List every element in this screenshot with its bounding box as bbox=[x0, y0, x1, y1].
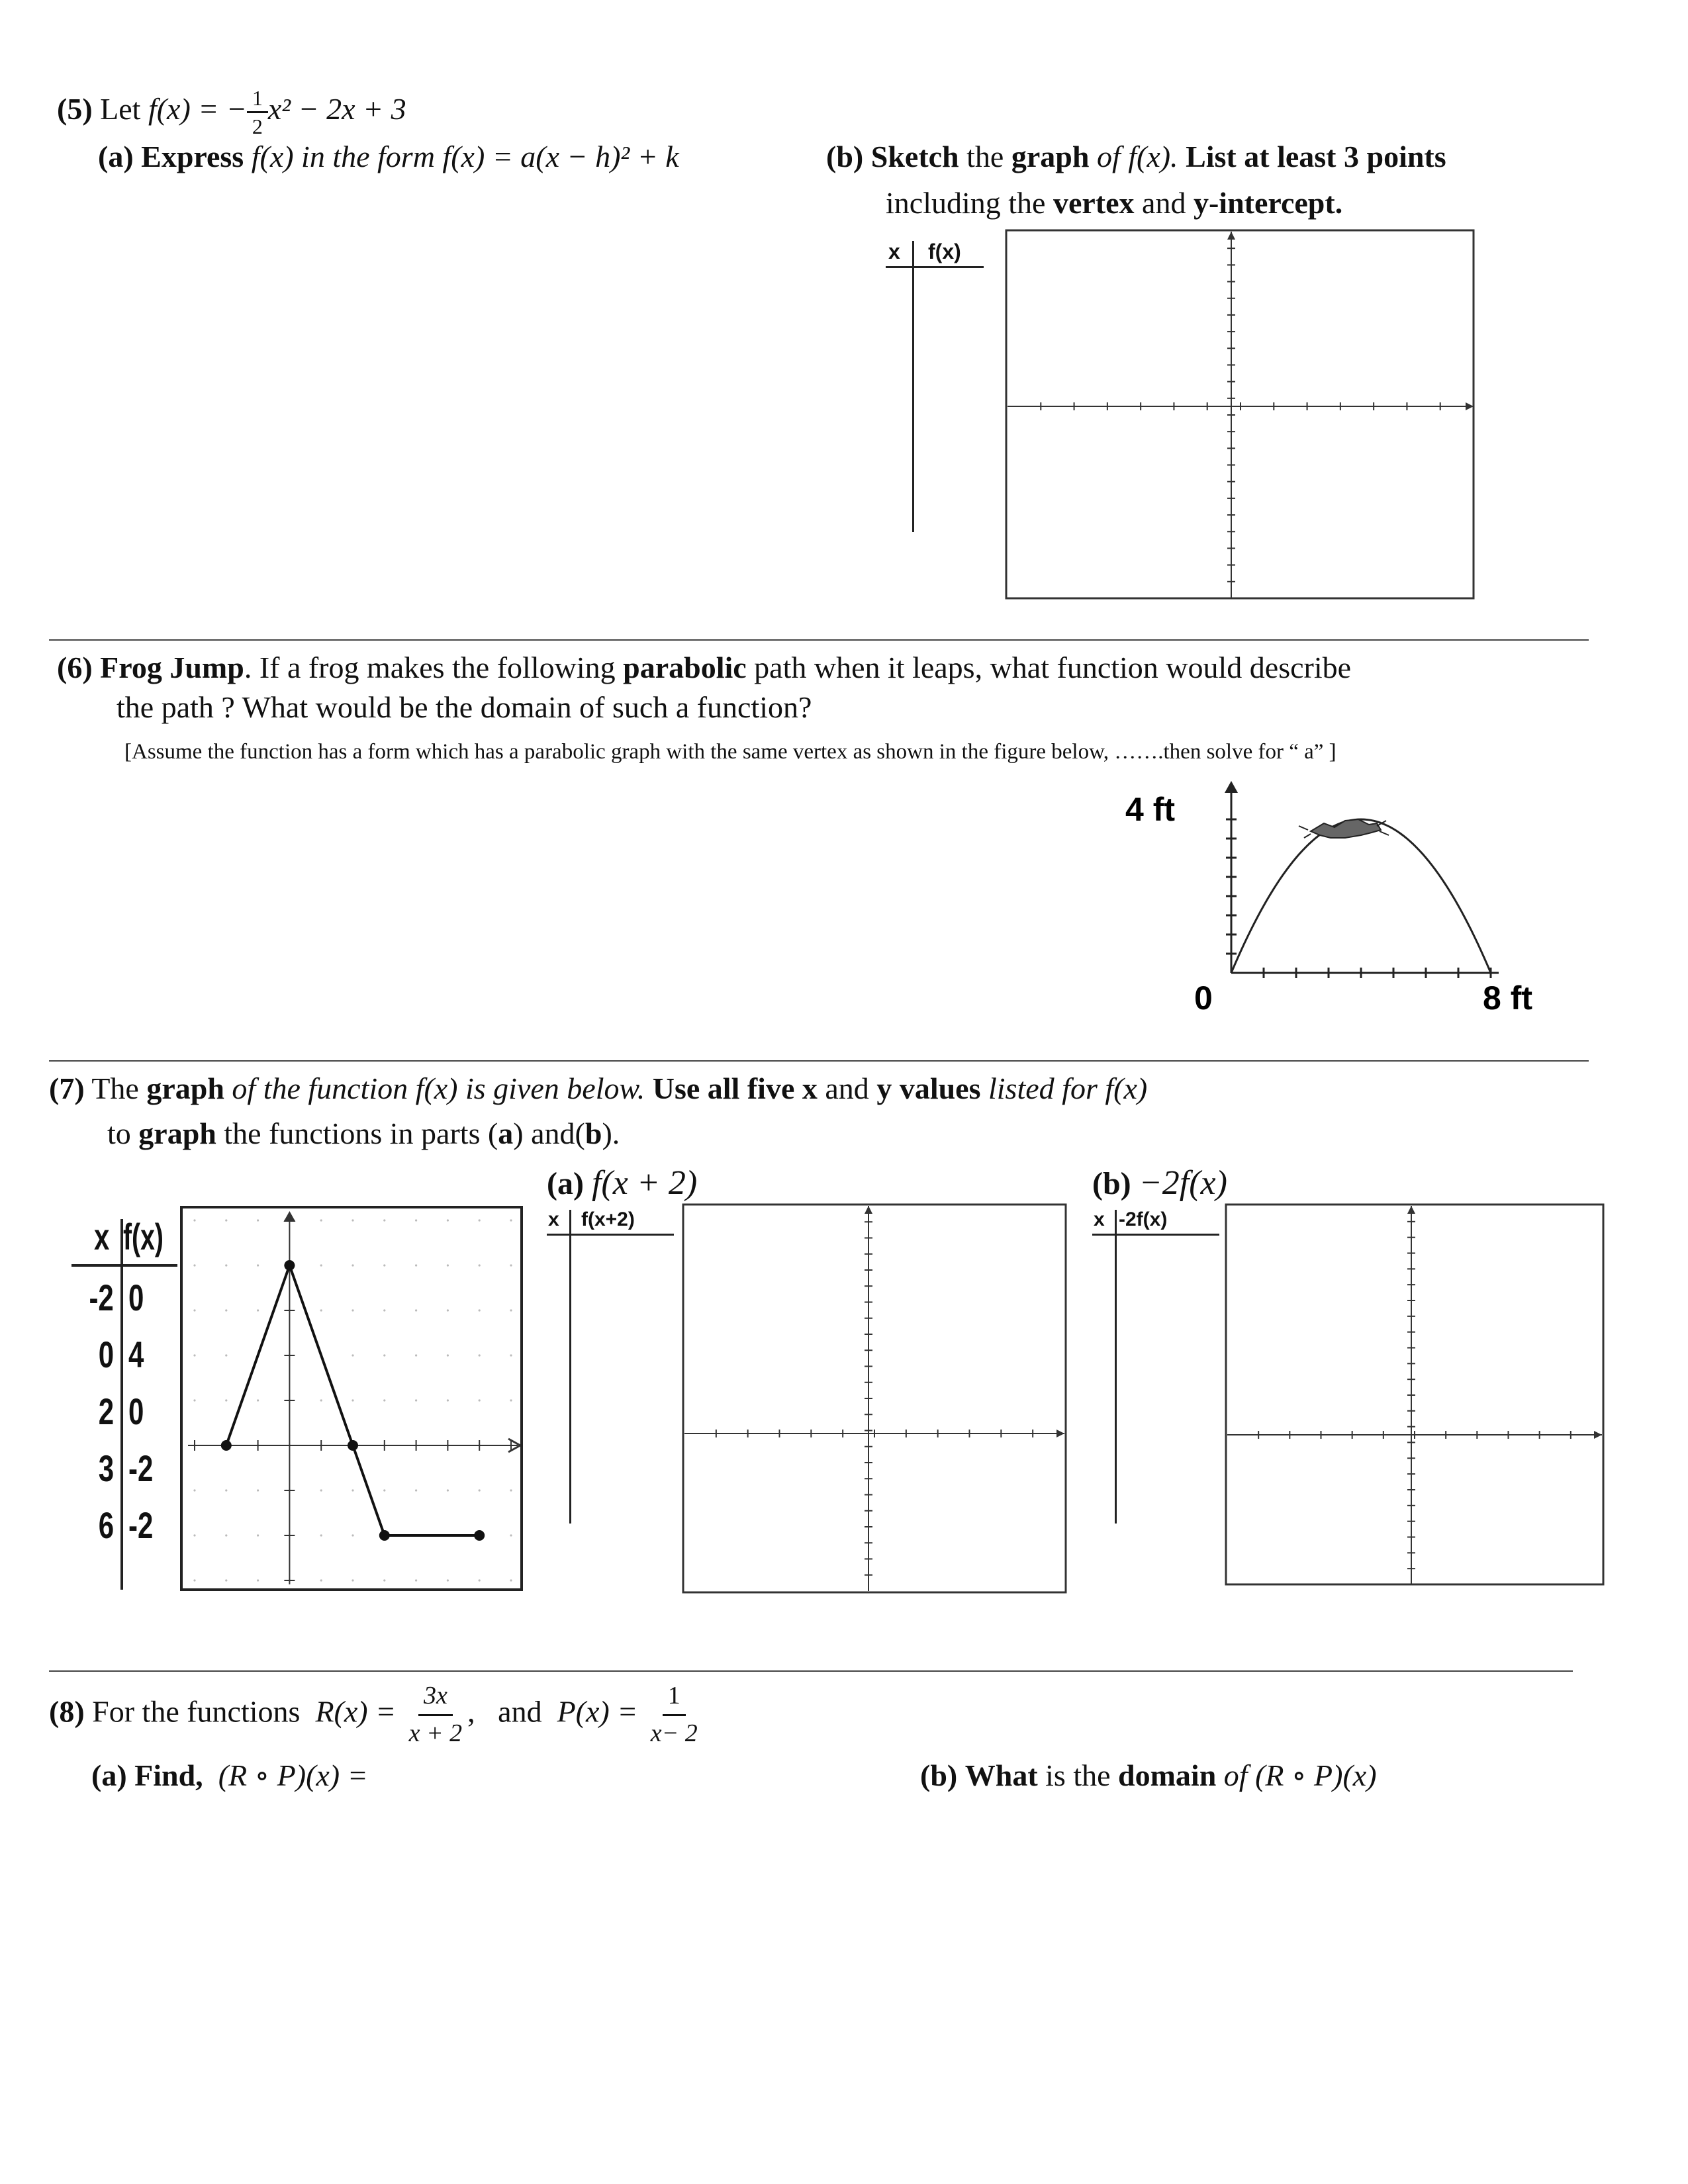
f-graph-point bbox=[474, 1530, 485, 1541]
grid-dot bbox=[447, 1264, 449, 1266]
grid-dot bbox=[479, 1354, 481, 1356]
grid-dot bbox=[257, 1219, 259, 1221]
q7-table-x-cell: 0 bbox=[98, 1334, 114, 1375]
grid-dot bbox=[510, 1579, 512, 1581]
f-graph-point bbox=[221, 1440, 232, 1451]
q8-R-num: 3x bbox=[418, 1681, 453, 1716]
grid-dot bbox=[383, 1264, 385, 1266]
q5-table-hline bbox=[886, 266, 984, 268]
q7a-func: f(x + 2) bbox=[591, 1164, 698, 1202]
grid-dot bbox=[479, 1489, 481, 1491]
q6-y-label: 4 ft bbox=[1125, 791, 1175, 828]
grid-dot bbox=[415, 1354, 417, 1356]
q8b-prompt bbox=[920, 1760, 1377, 1791]
grid-dot bbox=[225, 1354, 227, 1356]
q7a-label: (a) bbox=[547, 1166, 584, 1201]
q8a-expr: (R ∘ P)(x) = bbox=[218, 1758, 368, 1792]
q6-origin-label: 0 bbox=[1194, 979, 1213, 1017]
q5b-vertex: vertex bbox=[1053, 186, 1135, 220]
q7-table-x-cell: -2 bbox=[89, 1277, 114, 1318]
q7-t2: of the function f(x) is given below. bbox=[232, 1071, 645, 1105]
q7-bold3: y values bbox=[876, 1071, 981, 1105]
q5-let: Let bbox=[100, 92, 141, 126]
grid-dot bbox=[193, 1534, 195, 1536]
grid-dot bbox=[320, 1489, 322, 1491]
q7-table-fx-cell: -2 bbox=[128, 1447, 154, 1489]
grid-dot bbox=[479, 1309, 481, 1311]
q7-graph-frame bbox=[181, 1207, 522, 1590]
grid-dot bbox=[415, 1399, 417, 1401]
q7-table-fx-cell: 0 bbox=[128, 1390, 144, 1432]
grid-dot bbox=[383, 1219, 385, 1221]
q5b-label: (b) bbox=[826, 140, 864, 173]
grid-dot bbox=[510, 1489, 512, 1491]
grid-dot bbox=[352, 1399, 353, 1401]
divider-3 bbox=[49, 1670, 1573, 1672]
q8-R-fraction bbox=[404, 1681, 468, 1749]
q8-number: (8) bbox=[49, 1694, 85, 1729]
q6-title: Frog Jump bbox=[100, 651, 244, 684]
grid-dot bbox=[225, 1534, 227, 1536]
q8a-prompt bbox=[91, 1760, 368, 1791]
grid-dot bbox=[193, 1354, 195, 1356]
q8b-bold1: What bbox=[964, 1758, 1038, 1792]
q5-table bbox=[886, 240, 984, 537]
q7-table-x-cell: 6 bbox=[98, 1504, 114, 1546]
q7-statement bbox=[49, 1073, 1147, 1104]
grid-dot bbox=[320, 1534, 322, 1536]
grid-dot bbox=[225, 1579, 227, 1581]
q7-bold2: Use all five x bbox=[652, 1071, 818, 1105]
q6-x-label: 8 ft bbox=[1483, 979, 1532, 1017]
q7-l2b: the functions in parts ( bbox=[224, 1116, 498, 1150]
grid-dot bbox=[320, 1219, 322, 1221]
grid-dot bbox=[320, 1264, 322, 1266]
grid-dot bbox=[257, 1489, 259, 1491]
q7-l2d: ). bbox=[602, 1116, 620, 1150]
grid-dot bbox=[320, 1309, 322, 1311]
q7-given-table bbox=[71, 1212, 177, 1590]
q7-line2 bbox=[107, 1118, 620, 1149]
grid-dot bbox=[447, 1399, 449, 1401]
q5b-bold1: Sketch bbox=[870, 140, 959, 173]
f-graph-point bbox=[379, 1530, 390, 1541]
grid-dot bbox=[193, 1219, 195, 1221]
q5a-text: f(x) in the form f(x) = a(x − h)² + k bbox=[251, 140, 679, 173]
grid-dot bbox=[510, 1264, 512, 1266]
q7b-table-x: x bbox=[1094, 1208, 1105, 1230]
q8b-bold2: domain bbox=[1118, 1758, 1217, 1792]
grid-dot bbox=[383, 1399, 385, 1401]
q7b-func: −2f(x) bbox=[1139, 1164, 1227, 1202]
q7-l2-bold: graph bbox=[138, 1116, 216, 1150]
q5b-prompt bbox=[826, 142, 1446, 172]
q5-rest: x² − 2x + 3 bbox=[267, 92, 406, 126]
q5a-prompt bbox=[98, 142, 679, 172]
grid-dot bbox=[383, 1579, 385, 1581]
q7-bold1: graph bbox=[146, 1071, 224, 1105]
q5-table-fx: f(x) bbox=[928, 240, 961, 263]
q5b-t2: of f(x). bbox=[1096, 140, 1178, 173]
grid-dot bbox=[479, 1399, 481, 1401]
q8-comma: , bbox=[467, 1694, 475, 1729]
grid-dot bbox=[479, 1264, 481, 1266]
q8-P-den: x− 2 bbox=[650, 1719, 698, 1747]
grid-dot bbox=[320, 1399, 322, 1401]
q5-number: (5) bbox=[57, 92, 93, 126]
q7b-table-vline bbox=[1115, 1210, 1117, 1524]
q5-func: f(x) = − bbox=[148, 92, 247, 126]
grid-dot bbox=[510, 1219, 512, 1221]
q8-t1: For the functions bbox=[92, 1694, 301, 1729]
q7a-table-col: f(x+2) bbox=[581, 1208, 635, 1230]
q8-R-den: x + 2 bbox=[408, 1719, 463, 1747]
grid-dot bbox=[415, 1264, 417, 1266]
grid-dot bbox=[479, 1219, 481, 1221]
grid-dot bbox=[225, 1309, 227, 1311]
grid-dot bbox=[352, 1489, 353, 1491]
grid-dot bbox=[415, 1309, 417, 1311]
q7a-heading bbox=[547, 1163, 697, 1203]
grid-dot bbox=[510, 1399, 512, 1401]
grid-dot bbox=[352, 1264, 353, 1266]
grid-dot bbox=[352, 1534, 353, 1536]
q7-table-vline bbox=[120, 1219, 123, 1590]
q7a-table-hline bbox=[547, 1234, 674, 1236]
q8b-label: (b) bbox=[920, 1758, 958, 1792]
grid-dot bbox=[352, 1309, 353, 1311]
q6-number: (6) bbox=[57, 651, 93, 684]
q8-statement bbox=[49, 1681, 703, 1749]
q8-P-fraction bbox=[645, 1681, 703, 1749]
q6-parabola-path bbox=[1231, 819, 1491, 973]
grid-dot bbox=[447, 1309, 449, 1311]
q7b-blank-graph[interactable] bbox=[1225, 1203, 1605, 1587]
grid-dot bbox=[257, 1309, 259, 1311]
q5b-bold3: List at least 3 points bbox=[1186, 140, 1446, 173]
divider-1 bbox=[49, 639, 1589, 641]
q7-table-header-fx: f(x) bbox=[123, 1216, 164, 1257]
q7b-label: (b) bbox=[1092, 1166, 1131, 1201]
grid-dot bbox=[225, 1219, 227, 1221]
q8b-t: is the bbox=[1045, 1758, 1111, 1792]
q6-line2: the path ? What would be the domain of such a function? bbox=[117, 690, 812, 724]
grid-dot bbox=[352, 1579, 353, 1581]
grid-dot bbox=[193, 1309, 195, 1311]
grid-dot bbox=[510, 1309, 512, 1311]
q7-table-x-cell: 2 bbox=[98, 1390, 114, 1432]
q5b-yint: y-intercept. bbox=[1193, 186, 1343, 220]
grid-dot bbox=[415, 1219, 417, 1221]
q7-number: (7) bbox=[49, 1071, 85, 1105]
q8-P: P(x) = bbox=[557, 1694, 638, 1729]
grid-dot bbox=[257, 1264, 259, 1266]
grid-dot bbox=[225, 1399, 227, 1401]
q7a-blank-graph[interactable] bbox=[682, 1203, 1067, 1594]
frog-y-arrow-icon bbox=[1225, 781, 1238, 793]
grid-dot bbox=[257, 1399, 259, 1401]
grid-dot bbox=[320, 1579, 322, 1581]
q6-bold: parabolic bbox=[623, 651, 747, 684]
q7b-table bbox=[1092, 1208, 1219, 1526]
q5a-bold: Express bbox=[141, 140, 244, 173]
q7-l2a: to bbox=[107, 1116, 131, 1150]
q8a-label: (a) Find, bbox=[91, 1758, 203, 1792]
grid-dot bbox=[510, 1354, 512, 1356]
grid-dot bbox=[383, 1309, 385, 1311]
q5-graph-frame bbox=[1006, 230, 1474, 598]
grid-dot bbox=[257, 1534, 259, 1536]
grid-dot bbox=[193, 1399, 195, 1401]
q7-table-hline bbox=[71, 1264, 177, 1267]
q8b-t2: of (R ∘ P)(x) bbox=[1223, 1758, 1377, 1792]
divider-2 bbox=[49, 1060, 1589, 1062]
q5-table-x: x bbox=[888, 240, 900, 263]
grid-dot bbox=[383, 1354, 385, 1356]
q5-frac-num: 1 bbox=[247, 87, 268, 113]
grid-dot bbox=[352, 1354, 353, 1356]
q5-blank-graph[interactable] bbox=[1005, 229, 1476, 601]
q7b-table-hline bbox=[1092, 1234, 1219, 1236]
q5b-prompt-line2 bbox=[886, 188, 1342, 218]
grid-dot bbox=[383, 1489, 385, 1491]
q5b-t1: the bbox=[966, 140, 1004, 173]
q5-statement bbox=[57, 87, 406, 137]
q6-text2: path when it leaps, what function would describe bbox=[754, 651, 1352, 684]
grid-dot bbox=[447, 1354, 449, 1356]
q7-l2-pa: a bbox=[498, 1116, 514, 1150]
grid-dot bbox=[225, 1489, 227, 1491]
q7a-table-vline bbox=[569, 1210, 571, 1524]
q7a-table-x: x bbox=[548, 1208, 559, 1230]
q7-table-header-x: x bbox=[94, 1216, 110, 1257]
q7b-heading bbox=[1092, 1163, 1227, 1203]
grid-dot bbox=[257, 1579, 259, 1581]
grid-dot bbox=[225, 1264, 227, 1266]
q5b-l2a: including the bbox=[886, 186, 1046, 220]
grid-dot bbox=[447, 1489, 449, 1491]
q5-table-vline bbox=[912, 241, 914, 532]
q7-l2-pb: b bbox=[585, 1116, 602, 1150]
grid-dot bbox=[415, 1579, 417, 1581]
q7a-graph-frame bbox=[683, 1205, 1066, 1592]
q7-table-fx-cell: 0 bbox=[128, 1277, 144, 1318]
grid-dot bbox=[479, 1579, 481, 1581]
q6-note: [Assume the function has a form which has a parabolic graph with the same vertex as shown in the figure below, …….then solve for “ a” ] bbox=[124, 740, 1336, 764]
q7a-table bbox=[547, 1208, 674, 1526]
q8-and: and bbox=[498, 1694, 542, 1729]
q6-frog-figure bbox=[1112, 774, 1562, 1032]
q5-frac-den: 2 bbox=[252, 114, 263, 138]
f-graph-point bbox=[348, 1440, 358, 1451]
grid-dot bbox=[193, 1579, 195, 1581]
q5a-label: (a) bbox=[98, 140, 134, 173]
grid-dot bbox=[510, 1534, 512, 1536]
grid-dot bbox=[415, 1489, 417, 1491]
q7-table-fx-cell: 4 bbox=[128, 1334, 144, 1375]
q5-fraction bbox=[247, 87, 268, 137]
q7-t1: The bbox=[91, 1071, 139, 1105]
q7-t3: and bbox=[825, 1071, 869, 1105]
grid-dot bbox=[352, 1219, 353, 1221]
q6-text1: . If a frog makes the following bbox=[244, 651, 616, 684]
q8-P-num: 1 bbox=[663, 1681, 686, 1716]
q7-table-x-cell: 3 bbox=[98, 1447, 114, 1489]
q5b-bold2: graph bbox=[1011, 140, 1090, 173]
q7-given-graph bbox=[180, 1206, 524, 1592]
q7b-table-col: -2f(x) bbox=[1119, 1208, 1168, 1230]
grid-dot bbox=[193, 1489, 195, 1491]
q7-table-fx-cell: -2 bbox=[128, 1504, 154, 1546]
q5b-l2b: and bbox=[1142, 186, 1186, 220]
f-graph-point bbox=[284, 1260, 295, 1271]
q8-R: R(x) = bbox=[315, 1694, 397, 1729]
q6-statement bbox=[57, 653, 1351, 683]
grid-dot bbox=[447, 1219, 449, 1221]
q7-t4: listed for f(x) bbox=[988, 1071, 1148, 1105]
q7-l2c: ) and( bbox=[513, 1116, 585, 1150]
grid-dot bbox=[193, 1264, 195, 1266]
grid-dot bbox=[447, 1579, 449, 1581]
